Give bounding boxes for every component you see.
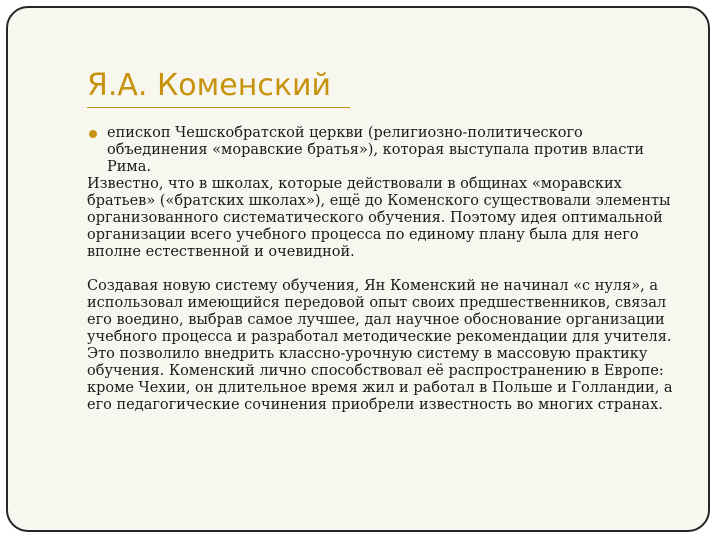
slide-content [87,125,687,414]
paragraph-new-system: Создавая новую систему обучения, Ян Коменский не начинал «с нуля», а использовал имеющийся передовой опыт своих предшественников, связал его воедино, выбрав самое лучшее, дал научное обоснование организации учебного процесса и разработал методические рекомендации для учителя. Это позволило внедрить классно-урочную систему в массовую практику обучения. Коменский лично способствовал её распространению в Европе: кроме Чехии, он длительное время жил и работал в Польше и Голландии, а его педагогические сочинения приобрели известность во многих странах. [87,278,673,413]
bullet-text: епископ Чешскобратской церкви (религиозно-политического объединения «моравские братья»), которая выступала против власти Рима. [107,125,645,175]
paragraph-schools: Известно, что в школах, которые действовали в общинах «моравских братьев» («братских школах»), ещё до Коменского существовали элементы организованного систематического обучения. Поэтому идея оптимальной организации всего учебного процесса по единому плану была для него вполне естественной и очевидной. [87,176,671,260]
bullet-dot-icon [89,130,97,138]
title-underline [87,107,350,108]
bullet-item [87,125,687,176]
slide-title: Я.А. Коменский [87,68,331,103]
slide-frame [6,6,710,532]
